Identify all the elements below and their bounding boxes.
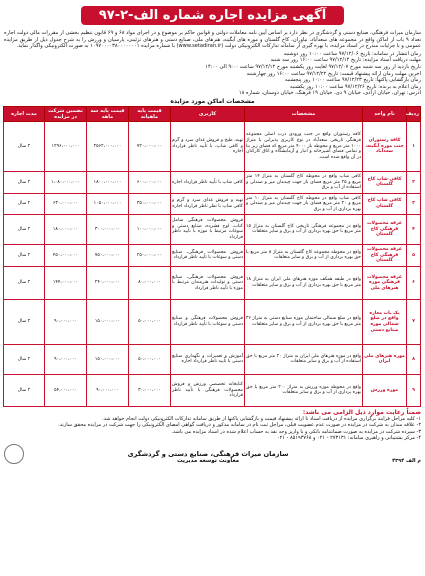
quarterly-price: ۲۴۰،۰۰۰،۰۰۰ [87, 266, 129, 299]
lease-term: ۲ سال [4, 344, 45, 374]
lease-term: ۲ سال [4, 244, 45, 266]
unit-usage: فروش محصولات فرهنگی، صنایع دستی و سوغات با تأیید ناظر قرارداد [171, 244, 245, 266]
quarterly-price: ۱۵۰،۰۰۰،۰۰۰ [87, 344, 129, 374]
monthly-price: ۲۵۰،۰۰۰،۰۰۰ [129, 244, 171, 266]
unit-name: کافی شاپ کاخ گلستان [363, 193, 407, 214]
bond-amount: ۶۳۰،۰۰۰،۰۰۰ [45, 193, 87, 214]
header-cell: ردیف [407, 106, 421, 121]
header-cell: قیمت پایه سه ماهه [87, 106, 129, 121]
monthly-price: ۶۰۰،۰۰۰،۰۰۰ [129, 171, 171, 193]
table-row [4, 266, 421, 299]
footer [4, 444, 421, 464]
header-cell: مدت اجاره [4, 106, 45, 121]
schedule-item: زمان بازگشایی پاکتها: تاریخ ۹۷/۱۲/۲۳ ساعت ۱۰:۰۰ روز پنجشنبه [284, 77, 421, 84]
row-number: ۴ [407, 214, 421, 244]
table-row [4, 121, 421, 171]
lease-term: ۲ سال [4, 193, 45, 214]
bond-amount: ۱۸۰،۰۰۰،۰۰۰ [45, 214, 87, 244]
header-cell: تضمین شرکت در مزایده [45, 106, 87, 121]
table-header-row [4, 106, 421, 121]
schedule-item: مهلت دریافت اسناد مزایده: تاریخ ۹۷/۱۲/۱۴ ساعت ۱۶:۰۰ روز سه شنبه [270, 57, 421, 64]
row-number: ۶ [407, 266, 421, 299]
unit-description: کافی شاپ واقع در محوطه کاخ گلستان به متراژ ۱۴ متر مربع و ۲۵ متر مربع فضای باز جهت چیدمان میز و صندلی و استفاده از آب و برق [245, 171, 363, 193]
quarterly-price: ۲۵۶۲،۰۰۰،۰۰۰ [87, 121, 129, 171]
intro-paragraph: سازمان میراث فرهنگی، صنایع دستی و گردشگری در نظر دارد بر اساس آیین نامه معاملات دولتی و قوانین حاکم بر موضوع و در اجرای مواد ۶۸ و ۶۹ قانون تنظیم بخشی از مقررات مالی دولت اجاره تعداد ۹ باب از اماکن واقع در مجموعه های سعدآباد، نیاوران، کاخ گلستان و موزه های آبگینه، هنرهای ملی، صنایع دستی و هنرهای تزئینی، پارسیان و ورزش را به شرح جدول ذیل از طریق مزایده عمومی و با جزئیات مندرج در اسناد مزایده، با بهره گیری از سامانه تدارکات الکترونیکی دولت (www.setadiran.ir) با شماره مزایده ۱۰۹۷۰۰۰۰۳۸۰۰۰۰۰۰۰۱ به صورت الکترونیکی واگذار نماید. [4, 30, 422, 50]
table-row [4, 214, 421, 244]
note-item: ۲- علاقه مندان به شرکت در مزایده در صورت عدم عضویت قبلی، مراحل ثبت نام در سامانه مذکور و دریافت گواهی امضای الکترونیکی را جهت شرکت در مزایده محقق سازند. [58, 422, 421, 429]
table-row [4, 244, 421, 266]
row-number: ۳ [407, 193, 421, 214]
bond-amount: ۹۰،۰۰۰،۰۰۰ [45, 299, 87, 344]
unit-usage: تهیه، طبخ و فروش غذای سرد و گرم و کافی شاپ، با تأیید ناظر قرارداد اجاره [171, 121, 245, 171]
table-row [4, 171, 421, 193]
properties-table [3, 106, 421, 407]
unit-usage: کافی شاپ با تأیید ناظر قرارداد اجاره [171, 171, 245, 193]
schedule-item: تاریخ بازدید از روز سه شنبه مورخ ۹۷/۱۲/۰۷ لغایت روز یکشنبه مورخ ۹۷/۱۲/۱۲ ساعت ۹:۰۰ الی ۱۴:۰۰ [205, 63, 421, 70]
bond-amount: ۵۴،۰۰۰،۰۰۰ [45, 374, 87, 406]
bond-amount: ۱۲۹۶،۰۰۰،۰۰۰ [45, 121, 87, 171]
lease-term: ۲ سال [4, 374, 45, 406]
bond-amount: ۹۰،۰۰۰،۰۰۰ [45, 344, 87, 374]
lease-term: ۲ سال [4, 121, 45, 171]
unit-name: موزه ورزش [363, 374, 407, 406]
note-item: ۱- کلیه مراحل فرایند برگزاری مزایده از دریافت اسناد تا ارائه پیشنهاد قیمت و بازگشایی پاکتها از طریق سامانه تدارکات الکترونیکی دولت انجام خواهد شد. [102, 415, 421, 422]
schedule-item: آخرین مهلت زمان ارائه پیشنهاد قیمت: تاریخ ۹۷/۱۲/۲۲ ساعت ۱۶:۰۰ روز چهارشنبه [246, 70, 421, 77]
quarterly-price: ۱۵۰،۰۰۰،۰۰۰ [87, 299, 129, 344]
unit-description: واقع در ضلع شمالی ساختمان موزه صنایع دستی به متراژ ۳۶ متر مربع با حق بهره برداری از آب و برق و سایر متعلقات [245, 299, 363, 344]
table-title: مشخصات اماکن مورد مزایده [170, 97, 255, 105]
lease-term: ۲ سال [4, 171, 45, 193]
signature-block [24, 450, 392, 464]
quarterly-price: ۷۵۰،۰۰۰،۰۰۰ [87, 244, 129, 266]
table-row [4, 193, 421, 214]
table-row [4, 374, 421, 406]
header-cell: مشخصات [245, 106, 363, 121]
header-cell: نام واحد [363, 106, 407, 121]
schedule-list [4, 51, 421, 97]
bond-amount: ۱۴۴،۰۰۰،۰۰۰ [45, 266, 87, 299]
monthly-price: ۵۰،۰۰۰،۰۰۰ [129, 299, 171, 344]
schedule-item: آدرس: تهران، خیابان آزادی، خیابان ۹ دی، خیابان ۱۹ فرهنگ، خیابان دوستان، شماره ۱۸ [238, 90, 421, 97]
bond-amount: ۴۵۰،۰۰۰،۰۰۰ [45, 244, 87, 266]
schedule-item: زمان اعلام به برنده: تاریخ ۹۷/۱۲/۲۶ ساعت ۱۰:۰۰ روز یکشنبه [289, 83, 421, 90]
unit-description: کافه رستوران واقع در جنب ورودی درب اصلی مجموعه فرهنگی تاریخی سعدآباد در نوع کاربری پذیرایی با متراژ ۱۰۰۰ متر مربع و محوطه باز ۴۰۰۰ متر مربع که فضای زیر بنا و تمامی فضای آشپزخانه و انبار و آزمایشگاه و اتاق کارکنان در آن واقع شده است. [245, 121, 363, 171]
notes-list [4, 416, 421, 442]
monthly-price: ۸۰،۰۰۰،۰۰۰ [129, 266, 171, 299]
note-item: ۳- سپرده شرکت در مزایده به صورت ضمانتنامه بانکی و یا واریز وجه نقد به حساب اعلام شده در اسناد مزایده می باشد. [171, 428, 421, 435]
row-number: ۷ [407, 299, 421, 344]
schedule-item: زمان انتشار در سامانه: تاریخ ۹۷/۱۲/۰۶ ساعت ۱۰:۰۰ روز دوشنبه [283, 50, 421, 57]
table-row [4, 344, 421, 374]
notes-title: ضمناً رعایت موارد ذیل الزامی می باشد: [302, 408, 421, 416]
unit-usage: کتابخانه تخصصی ورزش و فروش محصولات فرهنگی با تأیید ناظر قرارداد [171, 374, 245, 406]
note-item: ۴- مرکز پشتیبانی و راهبری سامانه: ۲۷۳۱۳۱ - ۰۲۱ و ۸۵۱۹۳۷۶۸ - ۰۲۱ [276, 435, 421, 442]
unit-name: کافه رستوران جنب موزه آبگینه، سعدآباد [363, 121, 407, 171]
quarterly-price: ۱۰۵۰،۰۰۰،۰۰۰ [87, 193, 129, 214]
organization-logo-icon [4, 444, 24, 464]
quarterly-price: ۹۰،۰۰۰،۰۰۰ [87, 374, 129, 406]
quarterly-price: ۱۸۰۰،۰۰۰،۰۰۰ [87, 171, 129, 193]
bond-amount: ۱،۰۸۰،۰۰۰،۰۰۰ [45, 171, 87, 193]
monthly-price: ۱۰۰،۰۰۰،۰۰۰ [129, 214, 171, 244]
reference-number: م الف ۴۳۹۴ [392, 457, 421, 464]
header-cell: قیمت پایه ماهیانه [129, 106, 171, 121]
unit-description: کافی شاپ واقع در محوطه کاخ گلستان به متراژ ۱۰ متر مربع و ۲۰ متر مربع فضای باز جهت چیدمان میز و صندلی و بهره برداری از آب و برق [245, 193, 363, 214]
quarterly-price: ۳۰۰،۰۰۰،۰۰۰ [87, 214, 129, 244]
unit-description: واقع در محوطه مجموعه کاخ گلستان به متراژ ۸ متر مربع با حق بهره برداری از آب و برق و سایر متعلقات [245, 244, 363, 266]
unit-name: کافی شاپ کاخ گلستان [363, 171, 407, 193]
unit-name: یک باب مغازه واقع در ضلع شمالی موزه صنایع دستی [363, 299, 407, 344]
monthly-price: ۳۰،۰۰۰،۰۰۰ [129, 374, 171, 406]
row-number: ۸ [407, 344, 421, 374]
unit-name: موزه هنرهای ملی ایران [363, 344, 407, 374]
lease-term: ۲ سال [4, 299, 45, 344]
unit-description: واقع در موزه هنرهای ملی ایران به متراژ ۲۰ متر مربع با حق استفاده از آب و برق و سایر متعلقات [245, 344, 363, 374]
department-name: معاونت توسعه مدیریت [177, 457, 240, 464]
unit-description: واقع در مجموعه فرهنگی تاریخی کاخ گلستان به متراژ ۱۵ متر مربع با حق بهره برداری از آب و برق و سایر متعلقات [245, 214, 363, 244]
unit-name: غرفه محصولات فرهنگی موزه هنرهای ملی [363, 266, 407, 299]
ad-title: آگهی مزایده اجاره شماره الف-۲-۹۷ [81, 6, 344, 25]
unit-name: غرفه محصولات فرهنگی کاخ گلستان [363, 244, 407, 266]
organization-name: سازمان میراث فرهنگی، صنایع دستی و گردشگری [127, 449, 289, 458]
unit-usage: فروش محصولات فرهنگی، صنایع دستی و تولیدات هنرمندان مرتبط با موزه با تأیید ناظر قرارداد [171, 266, 245, 299]
unit-description: واقع در طبقه همکف موزه هنرهای ملی ایران به متراژ ۱۸ متر مربع با حق بهره برداری از آب و برق و سایر متعلقات [245, 266, 363, 299]
header-cell: کاربری [171, 106, 245, 121]
table-row [4, 299, 421, 344]
row-number: ۵ [407, 244, 421, 266]
unit-usage: تهیه و فروش غذای سرد و گرم و کافی شاپ با نظر ناظر قرارداد اجاره [171, 193, 245, 214]
monthly-price: ۷۲۰،۰۰۰،۰۰۰ [129, 121, 171, 171]
unit-description: واقع در محوطه موزه ورزش به متراژ ۲۰۰ متر مربع با حق بهره برداری از آب و برق و سایر متعلقات [245, 374, 363, 406]
lease-term: ۲ سال [4, 214, 45, 244]
unit-usage: آموزش و تعمیرات و نگهداری صنایع دستی با تأیید ناظر قرارداد اجاره [171, 344, 245, 374]
row-number: ۹ [407, 374, 421, 406]
monthly-price: ۳۵۰،۰۰۰،۰۰۰ [129, 193, 171, 214]
unit-name: غرفه محصولات فرهنگی کاخ گلستان [363, 214, 407, 244]
monthly-price: ۵۰،۰۰۰،۰۰۰ [129, 344, 171, 374]
unit-usage: فروش محصولات فرهنگی شامل کتاب، لوح فشرده، صنایع دستی و سوغات مرتبط با موزه با تأیید ناظر قرارداد [171, 214, 245, 244]
row-number: ۲ [407, 171, 421, 193]
title-bar [4, 3, 421, 27]
lease-term: ۲ سال [4, 266, 45, 299]
unit-usage: فروش محصولات فرهنگی و صنایع دستی و سوغات با تأیید ناظر قرارداد [171, 299, 245, 344]
row-number: ۱ [407, 121, 421, 171]
